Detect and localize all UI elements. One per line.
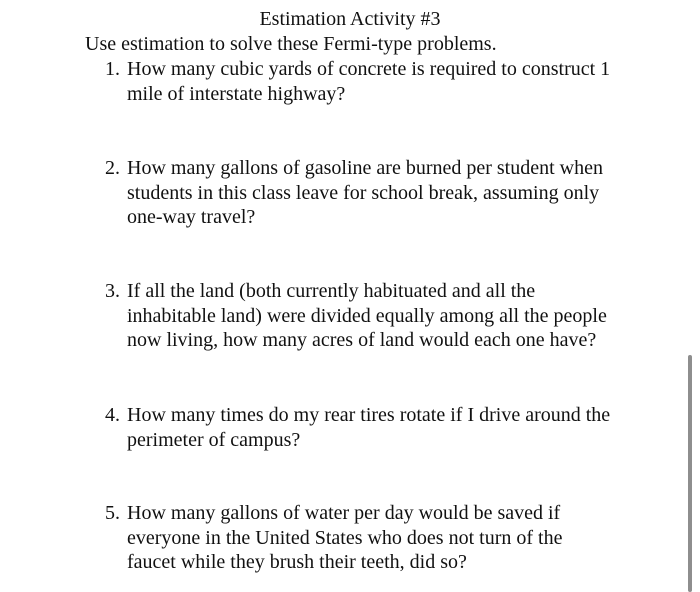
- question-number: 3.: [105, 280, 120, 302]
- page-title: Estimation Activity #3: [259, 8, 441, 30]
- question-text: How many gallons of water per day would be saved if everyone in the United States who does not turn of the faucet while they brush their teeth, did so?: [127, 502, 563, 573]
- question-text: If all the land (both currently habituated and all the inhabitable land) were divided equally among all the people now living, how many acres of land would each one have?: [127, 280, 607, 351]
- question-text: How many cubic yards of concrete is required to construct 1 mile of interstate highway?: [127, 58, 611, 105]
- question-number: 1.: [105, 58, 120, 80]
- question-item: [105, 403, 615, 452]
- question-number: 5.: [105, 502, 120, 524]
- question-number: 4.: [105, 404, 120, 426]
- question-text: How many times do my rear tires rotate if I drive around the perimeter of campus?: [127, 404, 611, 451]
- question-text: How many gallons of gasoline are burned per student when students in this class leave for school break, assuming only one-way travel?: [127, 157, 603, 228]
- question-number: 2.: [105, 157, 120, 179]
- instructions: Use estimation to solve these Fermi-type problems.: [85, 33, 497, 55]
- question-item: [105, 501, 615, 575]
- question-item: [105, 279, 615, 353]
- question-item: [105, 57, 615, 106]
- question-item: [105, 156, 615, 230]
- vertical-scrollbar[interactable]: [688, 355, 692, 592]
